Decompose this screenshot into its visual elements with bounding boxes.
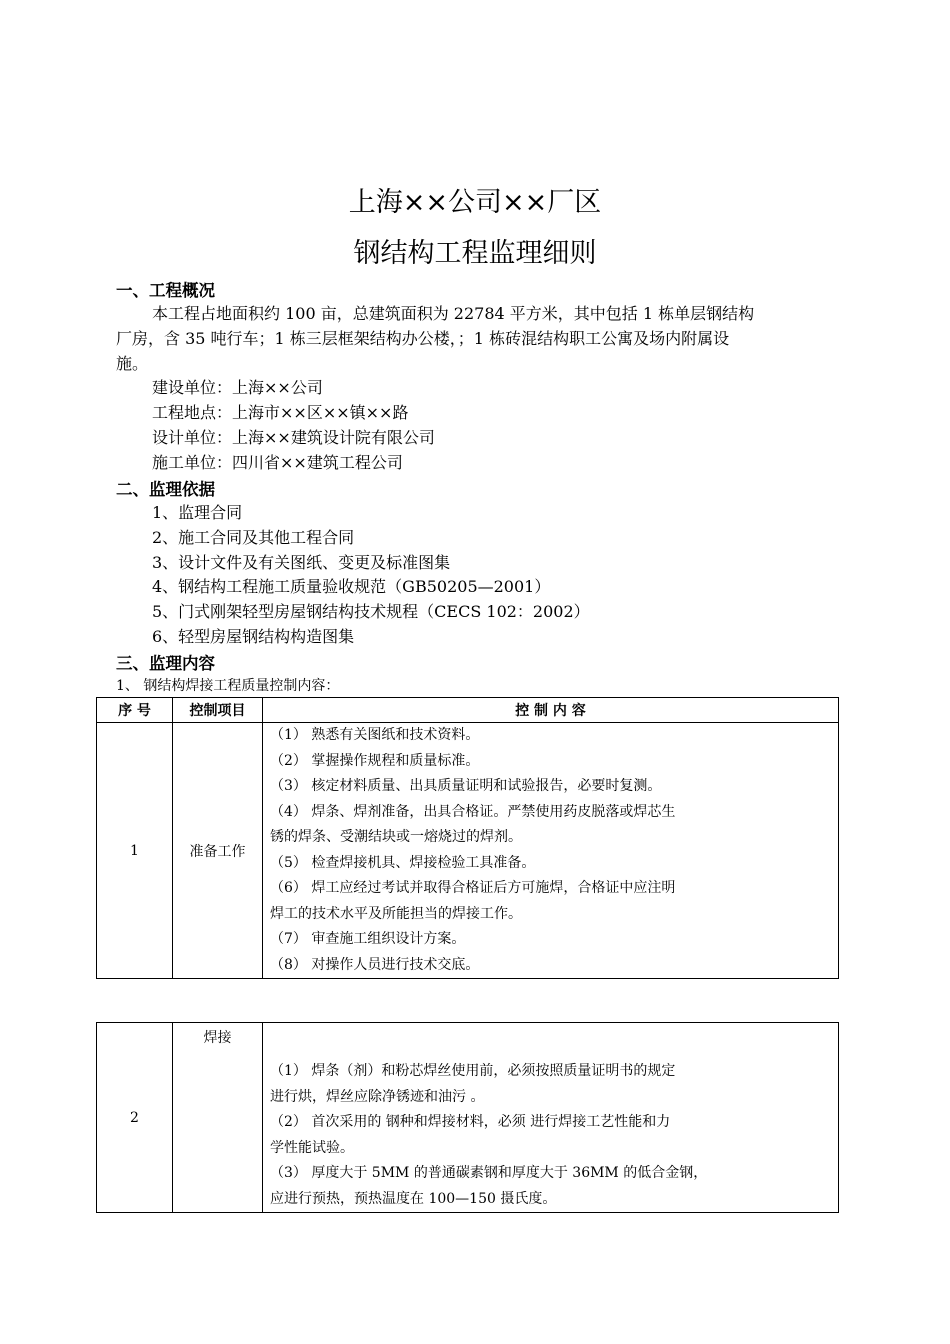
build-unit: 建设单位：上海××公司 — [152, 378, 323, 397]
design-unit: 设计单位：上海××建筑设计院有限公司 — [152, 428, 435, 447]
content-line: （5） 检查焊接机具、焊接检验工具准备。 — [270, 854, 536, 871]
content-line: （2） 首次采用的 钢种和焊接材料，必须 进行焊接工艺性能和力 — [270, 1114, 671, 1130]
content-line: （1） 焊条（剂）和粉芯焊丝使用前，必须按照质量证明书的规定 — [270, 1063, 676, 1079]
content-line: （2） 掌握操作规程和质量标准。 — [270, 752, 480, 769]
section-heading-overview: 一、工程概况 — [116, 281, 215, 300]
content-line: （7） 审查施工组织设计方案。 — [270, 931, 466, 947]
document-subtitle: 钢结构工程监理细则 — [353, 238, 597, 269]
row-control-item: 准备工作 — [173, 723, 263, 979]
header-no: 序 号 — [97, 698, 173, 723]
content-line: （6） 焊工应经过考试并取得合格证后方可施焊，合格证中应注明 — [270, 880, 676, 896]
content-line: 应进行预热，预热温度在 100—150 摄氏度。 — [270, 1190, 557, 1207]
content-line: 锈的焊条、受潮结块或一熔烧过的焊剂。 — [270, 829, 522, 845]
basis-item: 4、钢结构工程施工质量验收规范（GB50205—2001） — [152, 577, 551, 596]
section-heading-content: 三、监理内容 — [116, 654, 215, 673]
row-control-content — [263, 723, 839, 979]
header-content: 控 制 内 容 — [263, 698, 839, 723]
content-line: 进行烘，焊丝应除净锈迹和油污 。 — [270, 1088, 485, 1105]
row-number: 1 — [97, 723, 173, 979]
content-line: 焊工的技术水平及所能担当的焊接工作。 — [270, 905, 522, 922]
row-number: 2 — [97, 1023, 173, 1213]
section-heading-basis: 二、监理依据 — [116, 480, 215, 499]
welding-control-table-continued — [96, 1022, 839, 1213]
content-line: （3） 厚度大于 5MM 的普通碳素钢和厚度大于 36MM 的低合金钢， — [270, 1165, 708, 1181]
basis-item: 6、轻型房屋钢结构构造图集 — [152, 627, 355, 646]
table-row — [97, 1023, 839, 1213]
content-line: （4） 焊条、焊剂准备，出具合格证。严禁使用药皮脱落或焊芯生 — [270, 803, 676, 820]
basis-item: 5、门式刚架轻型房屋钢结构技术规程（CECS 102：2002） — [152, 602, 590, 621]
construction-unit: 施工单位：四川省××建筑工程公司 — [152, 453, 403, 472]
project-location: 工程地点：上海市××区××镇××路 — [152, 403, 409, 422]
row-control-content — [263, 1023, 839, 1213]
table-row — [97, 723, 839, 979]
content-line: （3） 核定材料质量、出具质量证明和试验报告，必要时复测。 — [270, 778, 662, 794]
row-control-item: 焊接 — [173, 1023, 263, 1213]
basis-item: 3、设计文件及有关图纸、变更及标准图集 — [152, 553, 451, 572]
welding-subheading: 1、 钢结构焊接工程质量控制内容： — [116, 678, 340, 694]
content-line: 学性能试验。 — [270, 1139, 354, 1156]
header-item: 控制项目 — [173, 698, 263, 723]
content-line: （8） 对操作人员进行技术交底。 — [270, 956, 480, 973]
overview-para-line-1: 本工程占地面积约 100 亩，总建筑面积为 22784 平方米，其中包括 1 栋单层钢结构 — [152, 304, 755, 323]
welding-control-table — [96, 697, 839, 979]
basis-item: 2、施工合同及其他工程合同 — [152, 528, 355, 547]
overview-para-line-3: 施。 — [116, 354, 149, 373]
content-line: （1） 熟悉有关图纸和技术资料。 — [270, 727, 480, 743]
basis-item: 1、监理合同 — [152, 503, 243, 522]
document-title: 上海××公司××厂区 — [348, 187, 602, 218]
overview-para-line-2: 厂房，含 35 吨行车；1 栋三层框架结构办公楼，；1 栋砖混结构职工公寓及场内附属设 — [116, 329, 730, 348]
table-header-row — [97, 698, 839, 723]
